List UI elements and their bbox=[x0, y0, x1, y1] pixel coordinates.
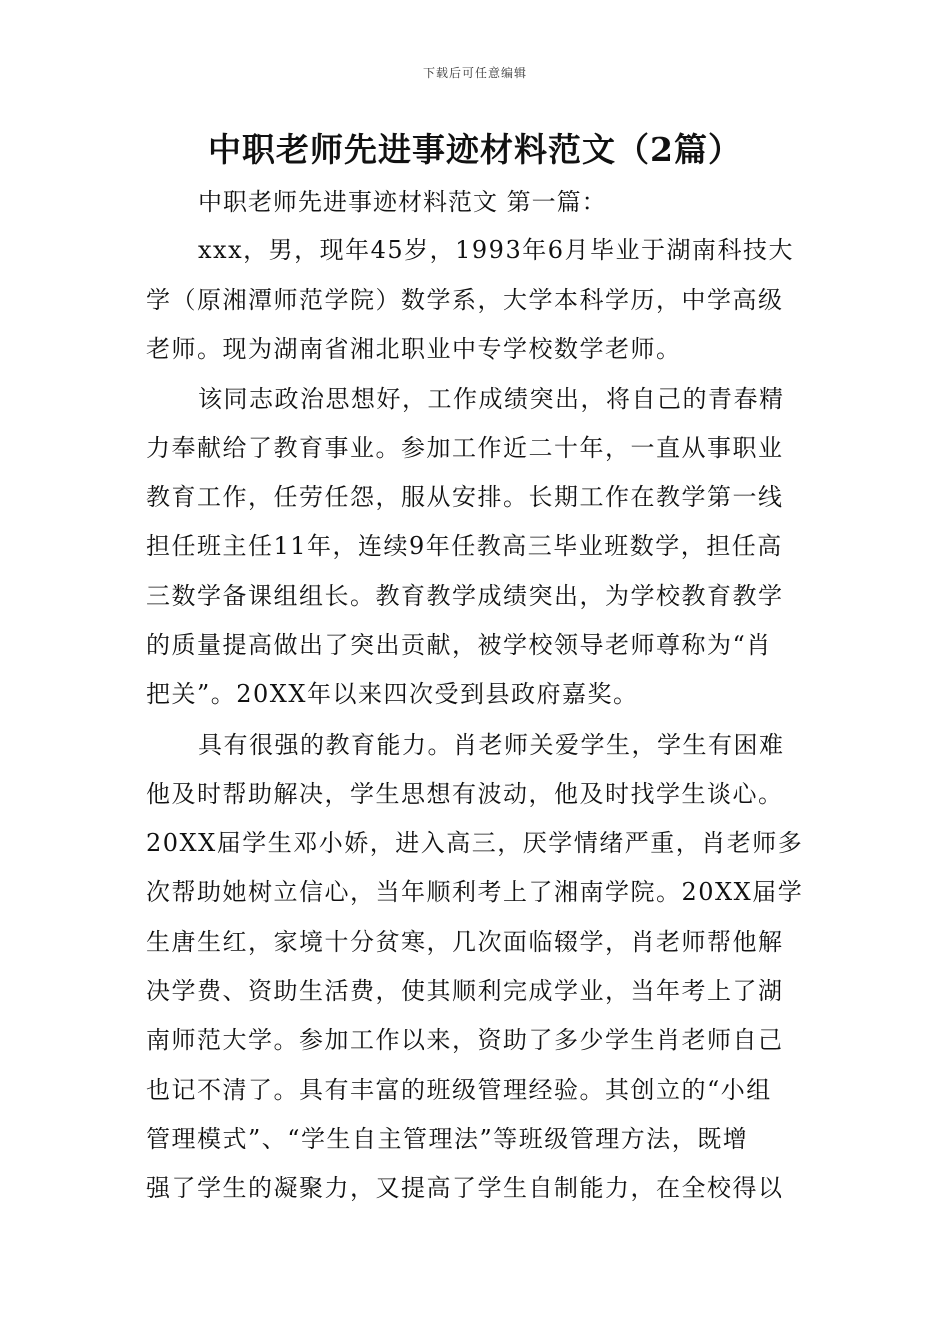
paragraph-line: 决学费、资助生活费，使其顺利完成学业，当年考上了湖 bbox=[146, 977, 784, 1005]
paragraph-line: 该同志政治思想好，工作成绩突出，将自己的青春精 bbox=[198, 385, 785, 413]
paragraph-line: 次帮助她树立信心，当年顺利考上了湘南学院。20XX届学 bbox=[146, 878, 804, 906]
paragraph-line: 他及时帮助解决，学生思想有波动，他及时找学生谈心。 bbox=[146, 780, 784, 808]
paragraph-line: 三数学备课组组长。教育教学成绩突出，为学校教育教学 bbox=[146, 582, 784, 610]
paragraph-line: 老师。现为湖南省湘北职业中专学校数学老师。 bbox=[146, 335, 682, 363]
paragraph-line: 管理模式”、“学生自主管理法”等班级管理方法，既增 bbox=[146, 1125, 749, 1153]
section-subtitle: 中职老师先进事迹材料范文 第一篇： bbox=[198, 188, 607, 216]
paragraph-line: 担任班主任11年，连续9年任教高三毕业班数学，担任高 bbox=[146, 532, 783, 560]
paragraph-line: 学（原湘潭师范学院）数学系，大学本科学历，中学高级 bbox=[146, 286, 784, 314]
header-note: 下载后可任意编辑 bbox=[422, 66, 527, 80]
paragraph-line: 教育工作，任劳任怨，服从安排。长期工作在教学第一线 bbox=[146, 483, 784, 511]
paragraph-line: 生唐生红，家境十分贫寒，几次面临辍学，肖老师帮他解 bbox=[146, 928, 784, 956]
paragraph-line: 的质量提高做出了突出贡献，被学校领导老师尊称为“肖 bbox=[146, 631, 772, 659]
paragraph-line: 把关”。20XX年以来四次受到县政府嘉奖。 bbox=[146, 680, 639, 708]
paragraph-line: 具有很强的教育能力。肖老师关爱学生，学生有困难 bbox=[198, 731, 785, 759]
page-title: 中职老师先进事迹材料范文（2篇） bbox=[208, 130, 742, 169]
paragraph-line: 力奉献给了教育事业。参加工作近二十年，一直从事职业 bbox=[146, 434, 784, 462]
paragraph-line: 20XX届学生邓小娇，进入高三，厌学情绪严重，肖老师多 bbox=[146, 829, 804, 857]
paragraph-line: xxx，男，现年45岁，1993年6月毕业于湖南科技大 bbox=[198, 236, 794, 264]
paragraph-line: 强了学生的凝聚力，又提高了学生自制能力，在全校得以 bbox=[146, 1174, 784, 1202]
paragraph-line: 也记不清了。具有丰富的班级管理经验。其创立的“小组 bbox=[146, 1076, 772, 1104]
paragraph-line: 南师范大学。参加工作以来，资助了多少学生肖老师自己 bbox=[146, 1026, 784, 1054]
